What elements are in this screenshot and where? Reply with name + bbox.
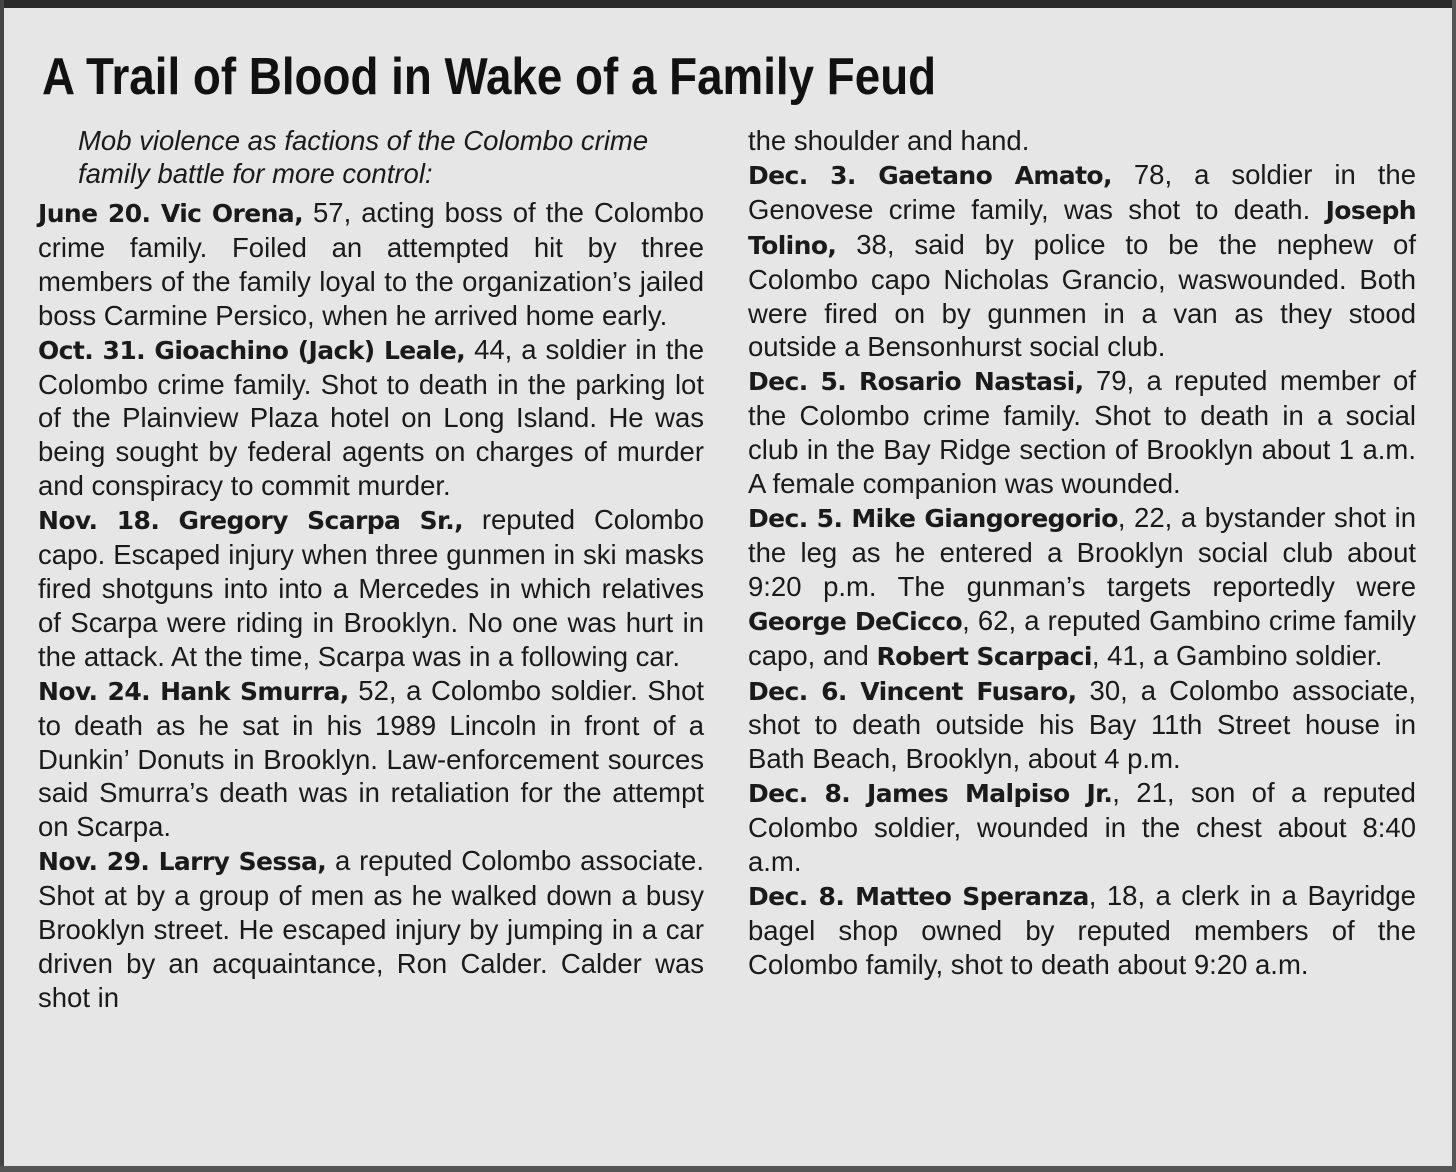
entry-larry-sessa bbox=[38, 844, 704, 1015]
entry-text: 79, a reputed member of the Colombo crime family. Shot to death in a social club in the Bay Ridge section of Brooklyn about 1 a.m. A female companion was wounded. bbox=[748, 365, 1416, 500]
entry-name-inline: Robert Scarpaci bbox=[876, 641, 1092, 671]
top-border-rule bbox=[0, 0, 1456, 8]
entry-lead: Dec. 5. Rosario Nastasi, bbox=[748, 367, 1084, 397]
entry-gaetano-amato bbox=[748, 158, 1416, 364]
entry-text: 30, a Colombo associate, shot to death outside his Bay 11th Street house in Bath Beach, Brooklyn, about 4 p.m. bbox=[748, 674, 1416, 775]
entry-lead: Dec. 6. Vincent Fusaro, bbox=[748, 676, 1077, 706]
entry-text: 44, a soldier in the Colombo crime family. Shot to death in the parking lot of the Plainview Plaza hotel on Long Island. He was being sought by federal agents on charges of murder and conspiracy to commit murder. bbox=[38, 333, 704, 502]
entry-lead: Nov. 29. Larry Sessa, bbox=[38, 847, 327, 877]
entry-text: reputed Colombo capo. Escaped injury when three gunmen in ski masks fired shotguns into into a Mercedes in which relatives of Scarpa were riding in Brooklyn. No one was hurt in the attack. At the time, Scarpa was in a following car. bbox=[38, 504, 704, 672]
intro-deck: Mob violence as factions of the Colombo crime family battle for more control: bbox=[78, 125, 649, 189]
entry-lead: June 20. Vic Orena, bbox=[38, 199, 303, 228]
entry-lead: Oct. 31. Gioachino (Jack) Leale, bbox=[38, 335, 466, 365]
entry-matteo-speranza bbox=[748, 879, 1416, 982]
headline: A Trail of Blood in Wake of a Family Feud bbox=[42, 48, 937, 106]
entry-text: , 22, a bystander shot in the leg as he entered a Brooklyn social club about 9:20 p.m. The gunman’s targets reportedly were bbox=[748, 501, 1416, 602]
right-border-rule bbox=[1452, 0, 1456, 1172]
bottom-border-rule bbox=[0, 1166, 1456, 1172]
entry-lead: Dec. 3. Gaetano Amato, bbox=[748, 160, 1112, 190]
entry-james-malpiso bbox=[748, 776, 1416, 879]
entry-mike-giangoregorio bbox=[748, 501, 1416, 674]
continued-text: the shoulder and hand. bbox=[748, 125, 1030, 156]
entry-lead: Joseph Tolino, bbox=[748, 195, 1417, 260]
entry-name-inline: George DeCicco bbox=[748, 606, 963, 636]
entry-text: a reputed Colombo associate. Shot at by a group of men as he walked down a busy Brooklyn street. He escaped injury by jumping in a car driven by an acquaintance, Ron Calder. Calder was shot in bbox=[38, 845, 704, 1013]
entry-lead: Nov. 24. Hank Smurra, bbox=[38, 676, 349, 706]
entry-text: 38, said by police to be the nephew of Colombo capo Nicholas Grancio, waswounded. Both were fired on by gunmen in a van as they stood outside a Bensonhurst social club. bbox=[748, 228, 1416, 363]
entry-vic-orena bbox=[38, 196, 704, 333]
left-column bbox=[38, 124, 704, 1015]
entry-text: , 18, a clerk in a Bayridge bagel shop owned by reputed members of the Colombo family, shot to death about 9:20 a.m. bbox=[748, 879, 1416, 980]
entry-rosario-nastasi bbox=[748, 364, 1416, 501]
right-column bbox=[748, 124, 1416, 982]
entry-text: , 21, son of a reputed Colombo soldier, wounded in the chest about 8:40 a.m. bbox=[748, 777, 1416, 878]
entry-text: , 41, a Gambino soldier. bbox=[1091, 639, 1383, 671]
entry-text: 57, acting boss of the Colombo crime family. Foiled an attempted hit by three members of the family loyal to the organization’s jailed boss Carmine Persico, when he arrived home early. bbox=[38, 197, 704, 331]
entry-lead: Nov. 18. Gregory Scarpa Sr., bbox=[38, 506, 463, 536]
entry-text: 52, a Colombo soldier. Shot to death as he sat in his 1989 Lincoln in front of a Dunkin’ Donuts in Brooklyn. Law-enforcement sources said Smurra’s death was in retaliation for the attempt on Scarpa. bbox=[38, 674, 705, 843]
entry-lead: Dec. 8. James Malpiso Jr. bbox=[748, 779, 1113, 809]
entry-lead: Dec. 5. Mike Giangoregorio bbox=[748, 503, 1118, 533]
entry-gregory-scarpa bbox=[38, 503, 704, 674]
entry-text: 78, a soldier in the Genovese crime family, was shot to death. bbox=[748, 158, 1417, 225]
entry-text: , 62, a reputed Gambino crime family capo, and bbox=[748, 604, 1416, 671]
entry-jack-leale bbox=[38, 333, 704, 504]
entry-lead: Dec. 8. Matteo Speranza bbox=[748, 881, 1089, 911]
left-border-rule bbox=[0, 0, 4, 1172]
entry-vincent-fusaro bbox=[748, 674, 1416, 777]
entry-hank-smurra bbox=[38, 674, 704, 845]
